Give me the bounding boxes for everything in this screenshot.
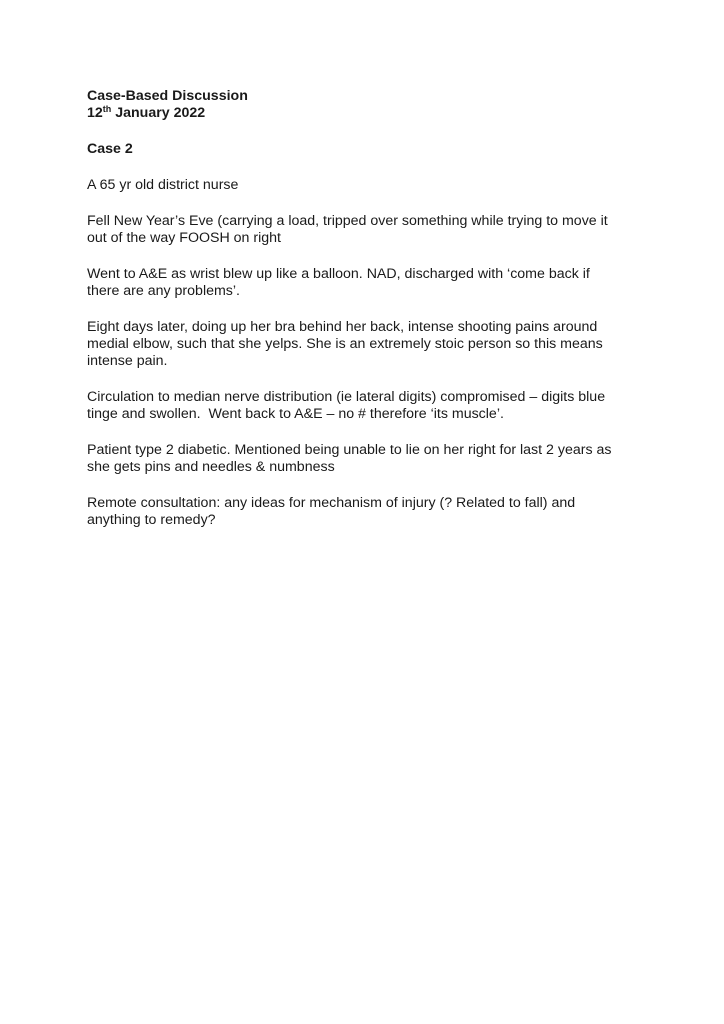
document-date <box>87 105 647 122</box>
text-line: Remote consultation: any ideas for mechanism of injury (? Related to fall) and <box>87 495 576 511</box>
paragraph-circulation <box>87 389 647 423</box>
text-line: Circulation to median nerve distribution (ie lateral digits) compromised – digits blue <box>87 389 606 405</box>
text-line: Eight days later, doing up her bra behind her back, intense shooting pains around <box>87 319 598 335</box>
text-line: Fell New Year’s Eve (carrying a load, tripped over something while trying to move it <box>87 213 608 229</box>
text-line: there are any problems’. <box>87 283 240 299</box>
text-line: she gets pins and needles & numbness <box>87 459 335 475</box>
date-day: 12 <box>87 105 103 121</box>
text-line: tinge and swollen. Went back to A&E – no # therefore ‘its muscle’. <box>87 406 504 422</box>
paragraph-remote-consultation <box>87 495 647 529</box>
date-month-year: January 2022 <box>111 105 206 121</box>
text-line: intense pain. <box>87 353 168 369</box>
paragraph-patient <box>87 177 647 194</box>
paragraph-elbow-pain <box>87 319 647 370</box>
paragraph-diabetic-history <box>87 442 647 476</box>
case-title: Case 2 <box>87 141 133 157</box>
text-line: Went to A&E as wrist blew up like a balloon. NAD, discharged with ‘come back if <box>87 266 590 282</box>
document-heading: Case-Based Discussion <box>87 88 248 104</box>
paragraph-a-and-e-visit <box>87 266 647 300</box>
date-ordinal-suffix: th <box>102 104 112 114</box>
text-line: out of the way FOOSH on right <box>87 230 281 246</box>
text-line: anything to remedy? <box>87 512 216 528</box>
text-line: medial elbow, such that she yelps. She is an extremely stoic person so this means <box>87 336 603 352</box>
text-line: Patient type 2 diabetic. Mentioned being unable to lie on her right for last 2 years as <box>87 442 612 458</box>
text-line: A 65 yr old district nurse <box>87 177 239 193</box>
document-body <box>87 88 647 529</box>
paragraph-fall <box>87 213 647 247</box>
